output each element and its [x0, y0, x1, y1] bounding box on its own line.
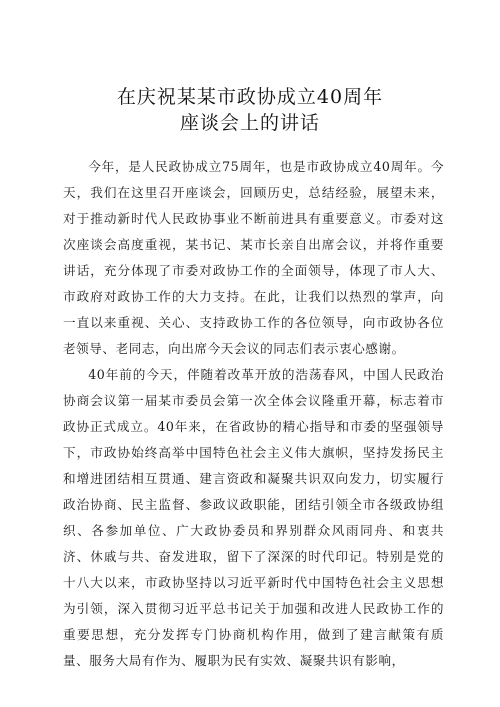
paragraph-2: 40年前的今天，伴随着改革开放的浩荡春风，中国人民政治协商会议第一届某市委员会第一次全体会议隆重开幕，标志着市政协正式成立。40年来，在省政协的精心指导和市委的坚强领导下，市政协始终高举中国特色社会主义伟大旗帜，坚持发扬民主和增进团结相互贯通、建言资政和凝聚共识双向发力，切实履行政治协商、民主监督、参政议政职能，团结引领全市各级政协组织、各参加单位、广大政协委员和界别群众风雨同舟、和衷共济、休戚与共、奋发进取，留下了深深的时代印记。特别是党的十八大以来，市政协坚持以习近平新时代中国特色社会主义思想为引领，深入贯彻习近平总书记关于加强和改进人民政协工作的重要思想，充分发挥专门协商机构作用，做到了建言献策有质量、服务大局有作为、履职为民有实效、凝聚共识有影响， — [63, 367, 444, 668]
document-title — [60, 84, 440, 136]
document-body — [63, 154, 444, 674]
paragraph-1: 今年，是人民政协成立75周年，也是市政协成立40周年。今天，我们在这里召开座谈会，回顾历史，总结经验，展望未来，对于推动新时代人民政协事业不断前进具有重要意义。市委对这次座谈会高度重视，某书记、某市长亲自出席会议，并将作重要讲话，充分体现了市委对政协工作的全面领导，体现了市人大、市政府对政协工作的大力支持。在此，让我们以热烈的掌声，向一直以来重视、关心、支持政协工作的各位领导，向市政协各位老领导、老同志，向出席今天会议的同志们表示衷心感谢。 — [63, 159, 444, 356]
title-line-1: 在庆祝某某市政协成立40周年 — [116, 86, 384, 108]
title-line-2: 座谈会上的讲话 — [179, 112, 320, 134]
